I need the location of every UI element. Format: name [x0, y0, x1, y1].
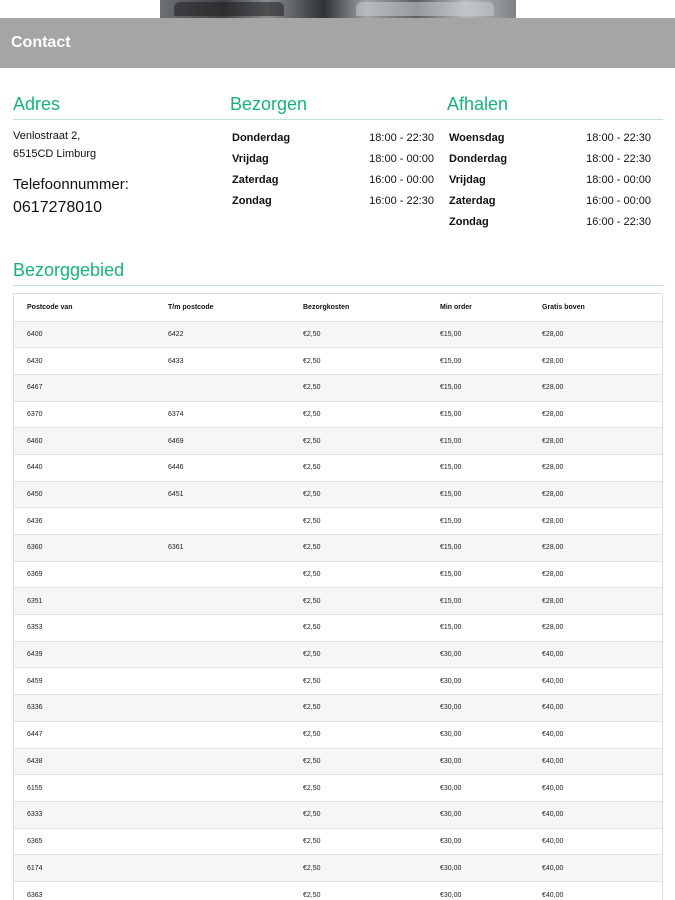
hours-day: Vrijdag: [449, 174, 486, 186]
cell-free-above: €28,00: [529, 615, 662, 642]
cell-delivery-cost: €2,50: [290, 801, 427, 828]
table-row: [14, 721, 662, 748]
table-row: [14, 348, 662, 375]
col-postcode-to: T/m postcode: [168, 303, 214, 311]
cell-postcode-from: 6363: [14, 881, 155, 900]
table-row: [14, 748, 662, 775]
hours-row: [449, 132, 651, 153]
table-row: [14, 454, 662, 481]
hours-time: 16:00 - 00:00: [369, 174, 434, 186]
hours-row: [232, 132, 434, 153]
cell-min-order: €15,00: [427, 481, 529, 508]
cell-delivery-cost: €2,50: [290, 561, 427, 588]
delivery-area-heading: Bezorggebied: [13, 260, 125, 280]
table-row: [14, 855, 662, 882]
cell-free-above: €28,00: [529, 321, 662, 348]
cell-postcode-to: [155, 668, 290, 695]
cell-postcode-to: 6422: [155, 321, 290, 348]
table-row: [14, 588, 662, 615]
cell-min-order: €15,00: [427, 321, 529, 348]
cell-delivery-cost: €2,50: [290, 828, 427, 855]
cell-postcode-from: 6467: [14, 374, 155, 401]
cell-delivery-cost: €2,50: [290, 401, 427, 428]
cell-postcode-from: 6459: [14, 668, 155, 695]
cell-postcode-to: [155, 881, 290, 900]
cell-delivery-cost: €2,50: [290, 641, 427, 668]
cell-free-above: €40,00: [529, 828, 662, 855]
cell-postcode-to: 6451: [155, 481, 290, 508]
cell-delivery-cost: €2,50: [290, 695, 427, 722]
cell-min-order: €30,00: [427, 641, 529, 668]
cell-free-above: €40,00: [529, 748, 662, 775]
cell-delivery-cost: €2,50: [290, 481, 427, 508]
delivery-heading: Bezorgen: [230, 94, 308, 114]
cell-postcode-to: 6361: [155, 535, 290, 562]
col-free-above: Gratis boven: [542, 303, 585, 311]
cell-postcode-to: [155, 801, 290, 828]
hours-time: 16:00 - 22:30: [369, 195, 434, 207]
cell-postcode-to: [155, 508, 290, 535]
table-header-row: [14, 294, 662, 321]
cell-min-order: €30,00: [427, 828, 529, 855]
cell-postcode-from: 6353: [14, 615, 155, 642]
cell-min-order: €15,00: [427, 374, 529, 401]
table-row: [14, 401, 662, 428]
cell-delivery-cost: €2,50: [290, 721, 427, 748]
cell-free-above: €28,00: [529, 481, 662, 508]
table-row: [14, 668, 662, 695]
info-divider: [13, 119, 663, 120]
cell-postcode-to: [155, 828, 290, 855]
table-row: [14, 615, 662, 642]
table-row: [14, 321, 662, 348]
cell-free-above: €28,00: [529, 535, 662, 562]
cell-postcode-from: 6439: [14, 641, 155, 668]
cell-min-order: €30,00: [427, 748, 529, 775]
cell-free-above: €40,00: [529, 855, 662, 882]
cell-min-order: €30,00: [427, 668, 529, 695]
cell-free-above: €28,00: [529, 588, 662, 615]
table-row: [14, 695, 662, 722]
table-row: [14, 508, 662, 535]
hours-row: [232, 195, 434, 216]
cell-min-order: €15,00: [427, 428, 529, 455]
cell-delivery-cost: €2,50: [290, 428, 427, 455]
cell-free-above: €28,00: [529, 374, 662, 401]
col-delivery-cost: Bezorgkosten: [303, 303, 350, 311]
cell-delivery-cost: €2,50: [290, 855, 427, 882]
cell-min-order: €30,00: [427, 695, 529, 722]
cell-min-order: €30,00: [427, 881, 529, 900]
cell-postcode-to: [155, 561, 290, 588]
hours-time: 18:00 - 00:00: [586, 174, 651, 186]
hours-day: Donderdag: [232, 132, 291, 144]
cell-postcode-from: 6400: [14, 321, 155, 348]
cell-postcode-to: 6446: [155, 454, 290, 481]
cell-delivery-cost: €2,50: [290, 535, 427, 562]
cell-postcode-from: 6336: [14, 695, 155, 722]
cell-min-order: €15,00: [427, 535, 529, 562]
cell-postcode-to: [155, 615, 290, 642]
cell-delivery-cost: €2,50: [290, 321, 427, 348]
cell-min-order: €30,00: [427, 775, 529, 802]
cell-delivery-cost: €2,50: [290, 615, 427, 642]
cell-free-above: €40,00: [529, 775, 662, 802]
cell-min-order: €15,00: [427, 508, 529, 535]
address-heading: Adres: [13, 94, 61, 114]
cell-postcode-to: [155, 721, 290, 748]
cell-delivery-cost: €2,50: [290, 748, 427, 775]
cell-free-above: €40,00: [529, 721, 662, 748]
hours-time: 18:00 - 22:30: [586, 153, 651, 165]
hours-day: Vrijdag: [232, 153, 269, 165]
cell-postcode-to: [155, 695, 290, 722]
hours-row: [449, 174, 651, 195]
phone-number[interactable]: 0617278010: [13, 199, 102, 216]
table-row: [14, 801, 662, 828]
hours-day: Donderdag: [449, 153, 508, 165]
col-min-order: Min order: [440, 303, 472, 311]
cell-postcode-to: [155, 775, 290, 802]
hours-row: [232, 153, 434, 174]
cell-min-order: €30,00: [427, 855, 529, 882]
cell-free-above: €40,00: [529, 695, 662, 722]
cell-postcode-from: 6450: [14, 481, 155, 508]
cell-postcode-from: 6360: [14, 535, 155, 562]
delivery-area-table: [14, 294, 662, 900]
cell-postcode-to: 6469: [155, 428, 290, 455]
cell-postcode-from: 6436: [14, 508, 155, 535]
hours-day: Zaterdag: [232, 174, 279, 186]
hours-day: Woensdag: [449, 132, 505, 144]
cell-free-above: €28,00: [529, 561, 662, 588]
cell-free-above: €40,00: [529, 801, 662, 828]
hours-day: Zondag: [232, 195, 272, 207]
cell-free-above: €28,00: [529, 508, 662, 535]
hours-row: [232, 174, 434, 195]
cell-postcode-to: [155, 588, 290, 615]
cell-postcode-from: 6365: [14, 828, 155, 855]
table-row: [14, 881, 662, 900]
cell-delivery-cost: €2,50: [290, 881, 427, 900]
cell-free-above: €40,00: [529, 668, 662, 695]
pickup-hours: [449, 132, 651, 237]
table-row: [14, 481, 662, 508]
cell-min-order: €30,00: [427, 801, 529, 828]
table-row: [14, 561, 662, 588]
cell-delivery-cost: €2,50: [290, 775, 427, 802]
table-row: [14, 535, 662, 562]
hours-time: 18:00 - 22:30: [369, 132, 434, 144]
hours-time: 16:00 - 00:00: [586, 195, 651, 207]
contact-header: [0, 18, 675, 68]
delivery-area-divider: [13, 285, 663, 286]
cell-min-order: €30,00: [427, 721, 529, 748]
phone-label: Telefoonnummer:: [13, 176, 129, 193]
contact-title: Contact: [11, 34, 71, 51]
cell-free-above: €28,00: [529, 454, 662, 481]
table-row: [14, 374, 662, 401]
delivery-area-table-container: [13, 293, 663, 900]
col-postcode-from: Postcode van: [27, 303, 73, 311]
cell-postcode-from: 6369: [14, 561, 155, 588]
hours-day: Zaterdag: [449, 195, 496, 207]
cell-min-order: €15,00: [427, 615, 529, 642]
cell-postcode-from: 6438: [14, 748, 155, 775]
hours-row: [449, 216, 651, 237]
cell-postcode-from: 6460: [14, 428, 155, 455]
hours-day: Zondag: [449, 216, 489, 228]
cell-postcode-to: [155, 641, 290, 668]
cell-postcode-from: 6447: [14, 721, 155, 748]
table-row: [14, 828, 662, 855]
cell-min-order: €15,00: [427, 588, 529, 615]
cell-postcode-to: [155, 748, 290, 775]
cell-min-order: €15,00: [427, 454, 529, 481]
cell-delivery-cost: €2,50: [290, 374, 427, 401]
cell-delivery-cost: €2,50: [290, 348, 427, 375]
table-row: [14, 428, 662, 455]
cell-postcode-to: [155, 855, 290, 882]
cell-postcode-from: 6440: [14, 454, 155, 481]
cell-postcode-from: 6430: [14, 348, 155, 375]
cell-min-order: €15,00: [427, 348, 529, 375]
cell-free-above: €28,00: [529, 401, 662, 428]
cell-min-order: €15,00: [427, 401, 529, 428]
cell-postcode-from: 6370: [14, 401, 155, 428]
cell-free-above: €28,00: [529, 428, 662, 455]
cell-free-above: €40,00: [529, 641, 662, 668]
table-row: [14, 775, 662, 802]
cell-free-above: €40,00: [529, 881, 662, 900]
hours-time: 16:00 - 22:30: [586, 216, 651, 228]
cell-postcode-from: 6351: [14, 588, 155, 615]
cell-postcode-to: 6374: [155, 401, 290, 428]
pickup-heading: Afhalen: [447, 94, 509, 114]
cell-min-order: €15,00: [427, 561, 529, 588]
cell-postcode-from: 6174: [14, 855, 155, 882]
delivery-hours: [232, 132, 434, 216]
address-city: 6515CD Limburg: [13, 148, 97, 160]
hours-row: [449, 153, 651, 174]
cell-free-above: €28,00: [529, 348, 662, 375]
hours-time: 18:00 - 00:00: [369, 153, 434, 165]
cell-postcode-to: 6433: [155, 348, 290, 375]
cell-delivery-cost: €2,50: [290, 454, 427, 481]
cell-postcode-from: 6155: [14, 775, 155, 802]
cell-delivery-cost: €2,50: [290, 588, 427, 615]
table-row: [14, 641, 662, 668]
cell-delivery-cost: €2,50: [290, 508, 427, 535]
cell-delivery-cost: €2,50: [290, 668, 427, 695]
cell-postcode-to: [155, 374, 290, 401]
address-street: Venlostraat 2,: [13, 130, 81, 142]
hours-time: 18:00 - 22:30: [586, 132, 651, 144]
hours-row: [449, 195, 651, 216]
cell-postcode-from: 6333: [14, 801, 155, 828]
hero-image: [160, 0, 516, 18]
